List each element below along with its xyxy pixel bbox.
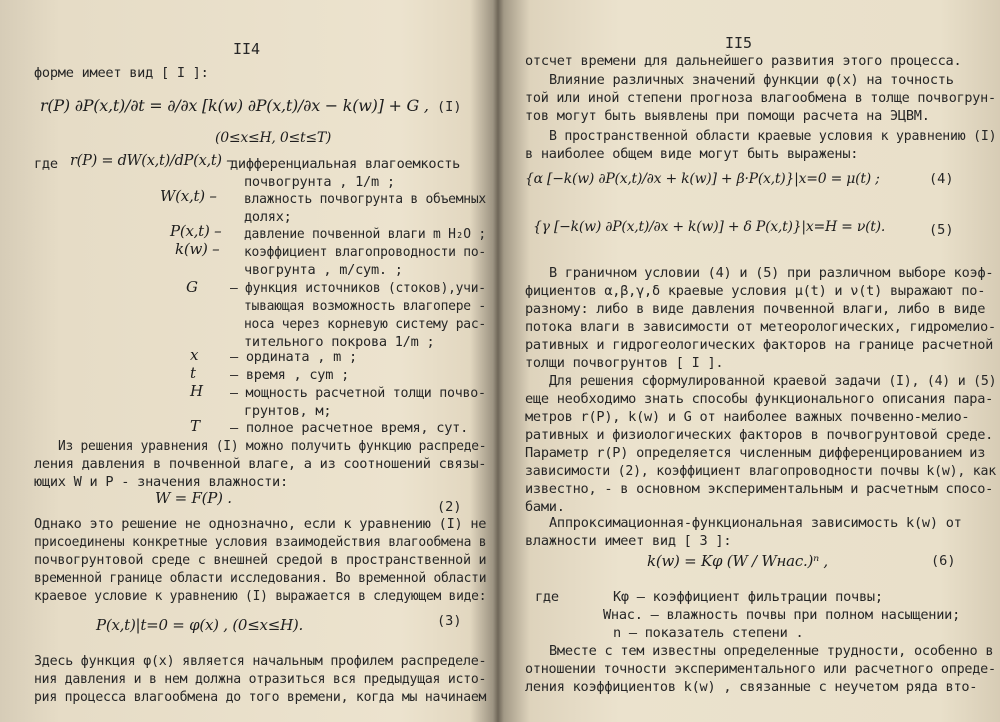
equation-number: (2): [437, 499, 462, 515]
symbol: T: [190, 417, 200, 435]
text-line: Влияние различных значений функции φ(x) на точность: [549, 72, 954, 88]
definition-text: носа через корневую систему рас-: [244, 316, 486, 332]
page-number: II5: [725, 34, 753, 52]
definition-text: – полное расчетное время, сут.: [230, 420, 469, 436]
paragraph-line: почвогрунтовой среде с внешней средой в пространственной и: [34, 552, 487, 568]
equation-3: P(x,t)|t=0 = φ(x) , (0≤x≤H).: [96, 616, 304, 634]
symbol: P(x,t) –: [170, 222, 222, 240]
definition-text: Wнас. – влажность почвы при полном насыщении;: [603, 607, 961, 623]
text-line: В пространственной области краевые условия к уравнению (I): [549, 128, 997, 144]
text-line: влажности имеет вид [ 3 ]:: [525, 533, 732, 549]
paragraph-line: ющих W и P - значения влажности:: [34, 474, 288, 490]
definition-text: чвогрунта , m/cym. ;: [244, 262, 403, 278]
paragraph-line: Здесь функция φ(x) является начальным профилем распределе-: [34, 653, 487, 669]
text-line: в наиболее общем виде могут быть выражены:: [525, 146, 859, 162]
text-line: ративных и гидрогеологических факторов на границе расчетной: [525, 337, 994, 353]
equation-number: (3): [437, 613, 462, 629]
text-line: отсчет времени для дальнейшего развития этого процесса.: [525, 53, 962, 69]
definition-text: давление почвенной влаги m H₂O ;: [244, 226, 486, 242]
equation-number: (I): [437, 99, 462, 115]
equation-6: k(w) = Kφ (W / Wнас.)ⁿ ,: [647, 552, 828, 570]
equation-condition: (0≤x≤H, 0≤t≤T): [215, 130, 332, 146]
text-line: ления коэффициентов k(w) , связанные с неучетом ряда вто-: [525, 679, 978, 695]
definition-text: коэффициент влагопроводности по-: [244, 244, 486, 260]
text-line: разному: либо в виде давления почвенной влаги, либо в виде: [525, 301, 986, 317]
equation-2: W = F(P) .: [155, 489, 232, 507]
right-page: [505, 0, 1000, 722]
definition-text: Kφ – коэффициент фильтрации почвы;: [613, 589, 883, 605]
symbol: W(x,t) –: [160, 187, 217, 205]
equation-1: r(P) ∂P(x,t)/∂t = ∂/∂x [k(w) ∂P(x,t)/∂x − k(w)] + G ,: [40, 96, 429, 115]
text-line: той или иной степени прогноза влагообмена в толще почвогрун-: [525, 90, 996, 106]
symbol: G: [186, 278, 198, 296]
definition-text: – время , cym ;: [230, 367, 350, 383]
definition-text: грунтов, м;: [244, 403, 332, 419]
equation-5: {γ [−k(w) ∂P(x,t)/∂x + k(w)] + δ P(x,t)}|x=H = ν(t).: [533, 219, 886, 235]
text-line: метров r(P), k(w) и G от наиболее важных почвенно-мелио-: [525, 409, 970, 425]
paragraph-line: Однако это решение не однозначно, если к уравнению (I) не: [34, 516, 487, 532]
text-line: ративных и физиологических факторов в почвогрунтовой среде.: [525, 427, 994, 443]
paragraph-line: Из решения уравнения (I) можно получить функцию распреде-: [58, 438, 487, 454]
text-line: отношении точности экспериментального или расчетного опреде-: [525, 661, 996, 677]
paragraph-line: краевое условие к уравнению (I) выражается в следующем виде:: [34, 588, 487, 604]
equation-number: (5): [929, 222, 954, 238]
definition-text: – мощность расчетной толщи почво-: [230, 385, 486, 401]
paragraph-line: рия процесса влагообмена до того времени, когда мы начинаем: [34, 689, 487, 705]
definition-formula: r(P) = dW(x,t)/dP(x,t) –: [70, 153, 234, 169]
definition-text: – ордината , m ;: [230, 349, 357, 365]
text-line: бами.: [525, 499, 565, 515]
text-line: тов могут быть выявлены при помощи расчета на ЭЦВМ.: [525, 108, 930, 124]
where-word: где: [535, 589, 559, 605]
definition-text: влажность почвогрунта в объемных: [244, 191, 486, 207]
definition-text: тывающая возможность влагопере -: [244, 298, 486, 314]
text-line: известно, - в основном экспериментальным и расчетным спосо-: [525, 481, 994, 497]
definition-text: – функция источников (стоков),учи-: [230, 280, 486, 296]
equation-4: {α [−k(w) ∂P(x,t)/∂x + k(w)] + β·P(x,t)}|x=0 = μ(t) ;: [525, 171, 880, 187]
symbol: k(w) –: [175, 240, 220, 258]
equation-number: (4): [929, 171, 954, 187]
equation-number: (6): [931, 553, 956, 569]
text-line: В граничном условии (4) и (5) при различном выборе коэф-: [549, 265, 994, 281]
text-line: зависимости (2), коэффициент влагопроводности почвы k(w), как: [525, 463, 996, 479]
definition-text: тительного покрова 1/m ;: [244, 334, 435, 350]
text-line: толщи почвогрунтов [ I ].: [525, 355, 724, 371]
text-line: Для решения сформулированной краевой задачи (I), (4) и (5): [549, 373, 997, 389]
text-line: потока влаги в зависимости от метеорологических, гидромелио-: [525, 319, 996, 335]
symbol: t: [190, 364, 196, 382]
definition-text: долях;: [244, 209, 292, 225]
definition-text: почвогрунта , 1/m ;: [244, 174, 395, 190]
where-word: где: [34, 156, 58, 172]
symbol: x: [190, 346, 199, 364]
definition-text: дифференциальная влагоемкость: [230, 156, 461, 172]
text-line: фициентов α,β,γ,δ краевые условия μ(t) и ν(t) выражают по-: [525, 283, 986, 299]
text-line: еще необходимо знать способы функционального описания пара-: [525, 391, 994, 407]
paragraph-line: ния давления и в нем должна отразиться вся предыдущая исто-: [34, 671, 487, 687]
paragraph-line: ления давления в почвенной влаге, а из соотношений связы-: [34, 456, 487, 472]
left-page: [0, 0, 490, 722]
text-line: Параметр r(P) определяется численным дифференцированием из: [525, 445, 986, 461]
page-number: II4: [233, 40, 261, 58]
text-line: форме имеет вид [ I ]:: [34, 65, 209, 81]
symbol: H: [190, 382, 203, 400]
paragraph-line: временной границе области исследования. Во временной области: [34, 570, 487, 586]
text-line: Аппроксимационная-функциональная зависимость k(w) от: [549, 515, 962, 531]
paragraph-line: присоединены конкретные условия взаимодействия влагообмена в: [34, 534, 487, 550]
text-line: Вместе с тем известны определенные трудности, особенно в: [549, 643, 994, 659]
definition-text: n – показатель степени .: [613, 625, 804, 641]
